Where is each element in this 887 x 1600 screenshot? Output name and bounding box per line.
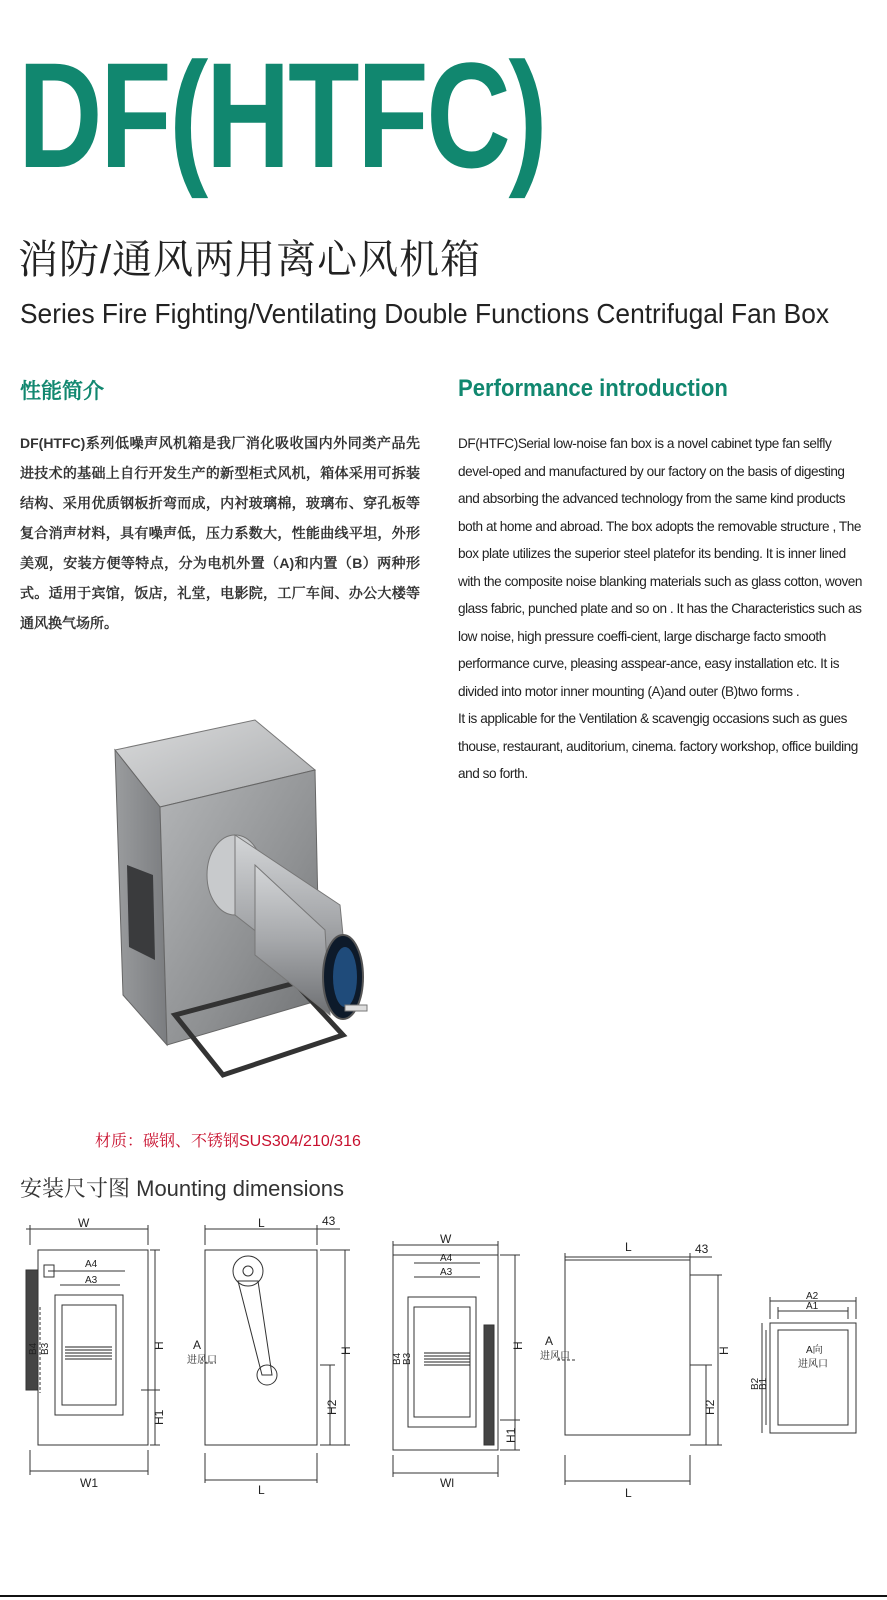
english-product-title: Series Fire Fighting/Ventilating Double Functions Centrifugal Fan Box (20, 298, 830, 329)
dim-label: H2 (325, 1399, 339, 1415)
dim-label: B2 (750, 1377, 761, 1390)
dim-label: 43 (322, 1215, 336, 1228)
dim-label: W (440, 1232, 452, 1246)
chinese-product-title: 消防/通风两用离心风机箱 (18, 238, 482, 282)
dim-label: A3 (440, 1267, 453, 1278)
dim-label: A1 (806, 1301, 819, 1312)
dim-label: B3 (40, 1342, 51, 1355)
dim-label: 进风口 (540, 1351, 570, 1362)
dim-label: Wl (440, 1476, 454, 1490)
mounting-dimensions-heading: 安装尺寸图 Mounting dimensions (20, 1176, 345, 1201)
mounting-dimension-drawings (0, 1215, 887, 1505)
dim-label: W (78, 1216, 90, 1230)
english-intro-body (458, 430, 863, 788)
dim-label: 进风口 (798, 1359, 828, 1370)
dim-label: H (339, 1346, 353, 1355)
dim-label: L (625, 1486, 632, 1500)
english-intro-paragraph: DF(HTFC)Serial low-noise fan box is a novel cabinet type fan selfly devel-oped and manufactured by our factory on the basis of digesting and absorbing the advanced technology from the same kind products both at home and abroad. The box adopts the removable structure , The box plate utilizes the superior steel platefor its bending. It is inner lined with the composite noise blanking materials such as glass cotton, woven glass fabric, punched plate and so on . It has the Characteristics such as low noise, high pressure coeffi-cient, large discharge facto smooth performance curve, pleasing asspear-ance, easy installation etc. It is divided into motor inner mounting (A)and outer (B)two forms . (458, 436, 863, 699)
dim-label: A4 (440, 1253, 453, 1264)
dim-label: H (717, 1346, 731, 1355)
dim-label: A (193, 1338, 202, 1352)
dim-label: A3 (85, 1275, 98, 1286)
fan-box-photo (105, 715, 375, 1105)
dim-label: H2 (703, 1399, 717, 1415)
english-intro-heading: Performance introduction (458, 375, 728, 402)
dim-label: 43 (695, 1242, 709, 1256)
dim-label: A (545, 1334, 554, 1348)
dim-label: H (152, 1341, 166, 1350)
dim-label: 进风口 (187, 1355, 217, 1366)
model-title: DF(HTFC) (18, 31, 546, 199)
dim-label: L (258, 1216, 265, 1230)
dim-label: B1 (758, 1377, 769, 1390)
dim-label: A4 (85, 1259, 98, 1270)
dim-label: H1 (504, 1427, 518, 1443)
dim-label: B3 (402, 1352, 413, 1365)
material-note: 材质：碳钢、不锈钢SUS304/210/316 (95, 1133, 361, 1150)
chinese-intro-heading: 性能简介 (20, 380, 104, 403)
dim-label: W1 (80, 1476, 98, 1490)
dim-label: B4 (28, 1342, 39, 1355)
dim-label: H (511, 1341, 525, 1350)
bottom-divider (0, 1595, 887, 1597)
dim-label: L (258, 1483, 265, 1497)
dim-label: A向 (806, 1345, 823, 1356)
dim-label: B4 (392, 1352, 403, 1365)
dim-label: A2 (806, 1291, 819, 1302)
chinese-intro-body: DF(HTFC)系列低噪声风机箱是我厂消化吸收国内外同类产品先进技术的基础上自行开发生产的新型柜式风机，箱体采用可拆装结构、采用优质钢板折弯而成，内衬玻璃棉，玻璃布、穿孔板等复合消声材料，具有噪声低，压力系数大，性能曲线平坦，外形美观，安装方便等特点，分为电机外置（A)和内置（B）两种形式。适用于宾馆，饭店，礼堂，电影院，工厂车间、办公大楼等通风换气场所。 (20, 435, 420, 631)
english-intro-paragraph: It is applicable for the Ventilation & scavengig occasions such as gues thouse, restaurant, auditorium, cinema. factory workshop, office building and so forth. (458, 711, 858, 781)
dim-label: L (625, 1240, 632, 1254)
dim-label: H1 (152, 1409, 166, 1425)
